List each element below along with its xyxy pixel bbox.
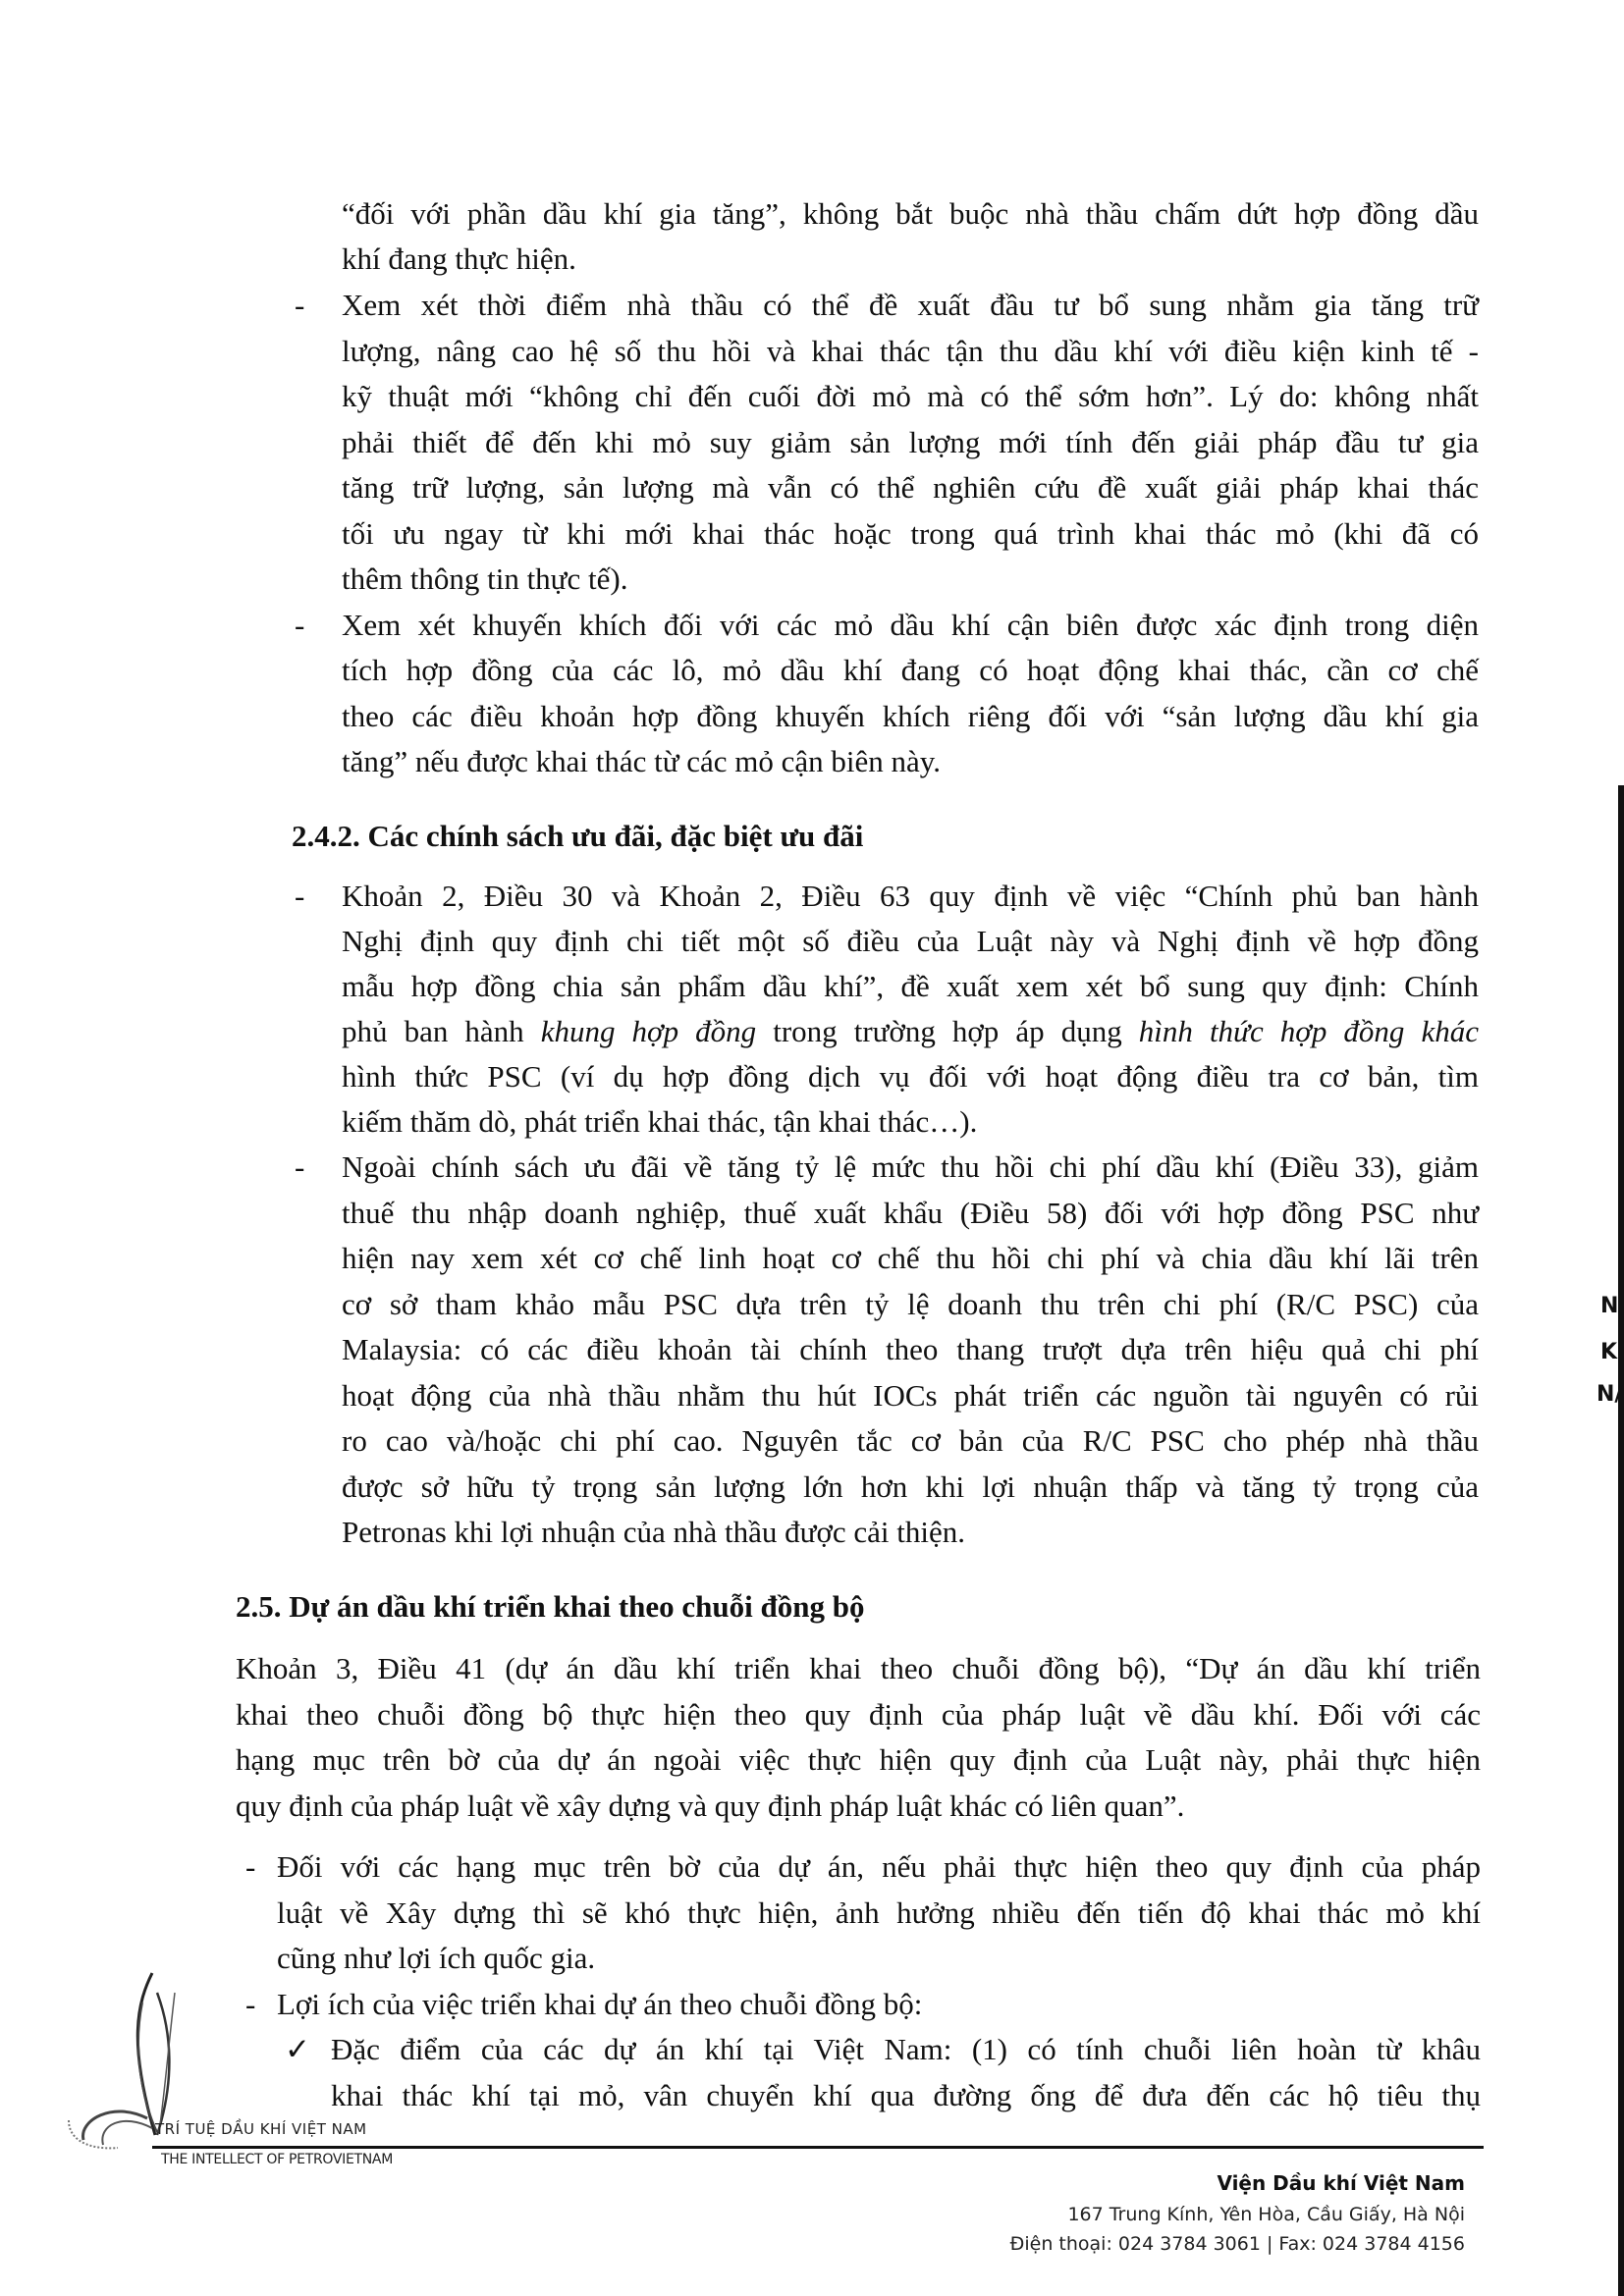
list-item-line: theo các điều khoản hợp đồng khuyến khích riêng đối với “sản lượng dầu khí gia: [342, 699, 1479, 733]
edge-stamp-fragment: N: [1600, 1294, 1619, 1318]
footer-contact: Điện thoại: 024 3784 3061 | Fax: 024 3784 4156: [1009, 2233, 1465, 2255]
list-item-line: thêm thông tin thực tế).: [342, 561, 628, 596]
list-bullet: -: [295, 879, 305, 913]
sublist-item-line: khai thác khí tại mỏ, vân chuyển khí qua đường ống để đưa đến các hộ tiêu thụ: [331, 2078, 1481, 2112]
list-item-line: kỹ thuật mới “không chỉ đến cuối đời mỏ mà có thể sớm hơn”. Lý do: không nhất: [342, 379, 1479, 413]
list-item-line: kiếm thăm dò, phát triển khai thác, tận khai thác…).: [342, 1104, 978, 1139]
list-bullet: -: [295, 288, 305, 322]
footer-tagline-vi: TRÍ TUỆ DẦU KHÍ VIỆT NAM: [155, 2120, 367, 2138]
list-bullet: -: [245, 1849, 256, 1884]
text-run: phủ ban hành: [342, 1014, 541, 1048]
list-item-line: hoạt động của nhà thầu nhằm thu hút IOCs phát triển các nguồn tài nguyên có rủi: [342, 1378, 1479, 1413]
list-item-line: hiện nay xem xét cơ chế linh hoạt cơ chế thu hồi chi phí và chia dầu khí lãi trên: [342, 1241, 1479, 1275]
check-icon: ✓: [285, 2032, 310, 2066]
list-item-line: Malaysia: có các điều khoản tài chính theo thang trượt dựa trên hiệu quả chi phí: [342, 1332, 1479, 1366]
list-item-line: tối ưu ngay từ khi mới khai thác hoặc trong quá trình khai thác mỏ (khi đã có: [342, 516, 1479, 551]
list-item-line: Xem xét khuyến khích đối với các mỏ dầu khí cận biên được xác định trong diện: [342, 608, 1479, 642]
list-item-line: Nghị định quy định chi tiết một số điều của Luật này và Nghị định về hợp đồng: [342, 924, 1479, 958]
list-item-line: cũng như lợi ích quốc gia.: [277, 1941, 596, 1975]
edge-stamp-fragment: N/: [1597, 1382, 1623, 1407]
footer-address: 167 Trung Kính, Yên Hòa, Cầu Giấy, Hà Nội: [1067, 2204, 1465, 2225]
list-bullet: -: [295, 608, 305, 642]
footer-divider: [152, 2146, 1484, 2149]
list-bullet: -: [245, 1987, 256, 2021]
footer-organization: Viện Dầu khí Việt Nam: [1217, 2171, 1465, 2195]
list-item-line: Xem xét thời điểm nhà thầu có thể đề xuất đầu tư bổ sung nhằm gia tăng trữ: [342, 288, 1479, 322]
list-bullet: -: [295, 1149, 305, 1184]
scan-edge-bar: [1618, 785, 1624, 2296]
list-item-line: mẫu hợp đồng chia sản phẩm dầu khí”, đề xuất xem xét bổ sung quy định: Chính: [342, 969, 1479, 1003]
paragraph-line: quy định của pháp luật về xây dựng và quy định pháp luật khác có liên quan”.: [236, 1789, 1185, 1823]
paragraph-line: khí đang thực hiện.: [342, 241, 576, 276]
paragraph-line: khai theo chuỗi đồng bộ thực hiện theo quy định của pháp luật về dầu khí. Đối với các: [236, 1697, 1481, 1732]
list-item-line: tăng” nếu được khai thác từ các mỏ cận biên này.: [342, 744, 942, 778]
list-item-line: [342, 1012, 1479, 1051]
list-item-line: phải thiết để đến khi mỏ suy giảm sản lượng mới tính đến giải pháp đầu tư gia: [342, 425, 1479, 459]
paragraph-line: Khoản 3, Điều 41 (dự án dầu khí triển khai theo chuỗi đồng bộ), “Dự án dầu khí triển: [236, 1651, 1481, 1685]
list-item-line: tăng trữ lượng, sản lượng mà vẫn có thể nghiên cứu đề xuất giải pháp khai thác: [342, 470, 1479, 505]
list-item-line: luật về Xây dựng thì sẽ khó thực hiện, ảnh hưởng nhiều đến tiến độ khai thác mỏ khí: [277, 1896, 1481, 1930]
list-item-line: cơ sở tham khảo mẫu PSC dựa trên tỷ lệ doanh thu trên chi phí (R/C PSC) của: [342, 1287, 1479, 1321]
list-item-line: lượng, nâng cao hệ số thu hồi và khai thác tận thu dầu khí với điều kiện kinh tế -: [342, 334, 1479, 368]
edge-stamp-fragment: K: [1600, 1340, 1618, 1364]
list-item-line: thuế thu nhập doanh nghiệp, thuế xuất khẩu (Điều 58) đối với hợp đồng PSC như: [342, 1196, 1479, 1230]
list-item-line: Petronas khi lợi nhuận của nhà thầu được cải thiện.: [342, 1515, 965, 1549]
section-heading: 2.5. Dự án dầu khí triển khai theo chuỗi đồng bộ: [236, 1589, 865, 1624]
sublist-item-line: Đặc điểm của các dự án khí tại Việt Nam: (1) có tính chuỗi liên hoàn từ khâu: [331, 2032, 1481, 2066]
italic-term: khung hợp đồng: [540, 1014, 757, 1048]
paragraph-line: hạng mục trên bờ của dự án ngoài việc thực hiện quy định của Luật này, phải thực hiện: [236, 1742, 1481, 1777]
text-run: trong trường hợp áp dụng: [756, 1014, 1139, 1048]
list-item-line: ro cao và/hoặc chi phí cao. Nguyên tắc cơ bản của R/C PSC cho phép nhà thầu: [342, 1423, 1479, 1458]
footer-tagline-en: THE INTELLECT OF PETROVIETNAM: [161, 2152, 393, 2167]
list-item-line: hình thức PSC (ví dụ hợp đồng dịch vụ đối với hoạt động điều tra cơ bản, tìm: [342, 1059, 1479, 1094]
list-item-line: Ngoài chính sách ưu đãi về tăng tỷ lệ mức thu hồi chi phí dầu khí (Điều 33), giảm: [342, 1149, 1479, 1184]
section-heading: 2.4.2. Các chính sách ưu đãi, đặc biệt ưu đãi: [292, 819, 864, 853]
list-item-line: Đối với các hạng mục trên bờ của dự án, nếu phải thực hiện theo quy định của pháp: [277, 1849, 1481, 1884]
italic-term: hình thức hợp đồng khác: [1138, 1014, 1479, 1048]
list-item-line: Lợi ích của việc triển khai dự án theo chuỗi đồng bộ:: [277, 1987, 923, 2021]
list-item-line: Khoản 2, Điều 30 và Khoản 2, Điều 63 quy định về việc “Chính phủ ban hành: [342, 879, 1479, 913]
list-item-line: tích hợp đồng của các lô, mỏ dầu khí đang có hoạt động khai thác, cần cơ chế: [342, 653, 1479, 687]
list-item-line: được sở hữu tỷ trọng sản lượng lớn hơn khi lợi nhuận thấp và tăng tỷ trọng của: [342, 1469, 1479, 1504]
paragraph-line: “đối với phần dầu khí gia tăng”, không bắt buộc nhà thầu chấm dứt hợp đồng dầu: [342, 196, 1479, 231]
